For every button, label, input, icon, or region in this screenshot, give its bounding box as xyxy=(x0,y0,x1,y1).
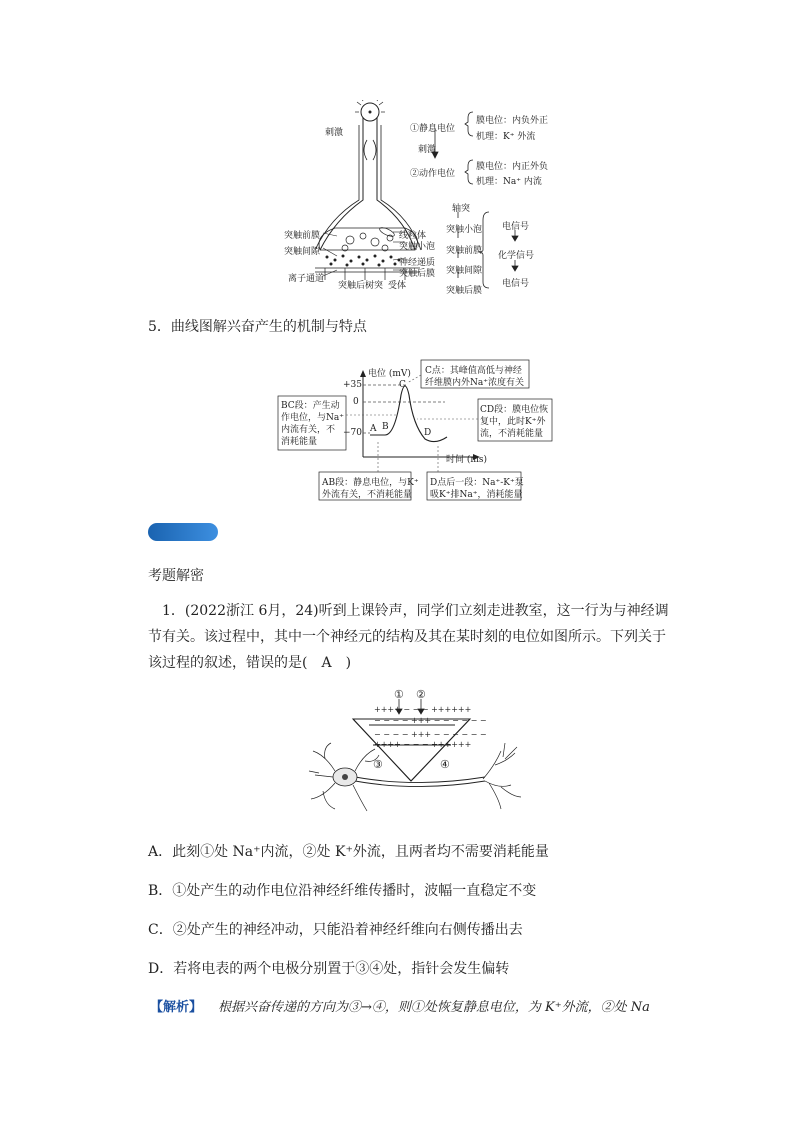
neuron-soma-icon xyxy=(355,100,385,121)
box-ab-line: AB段：静息电位，与K⁺ xyxy=(322,478,419,488)
box-d-line: 吸K⁺排Na⁺，消耗能量 xyxy=(430,490,523,500)
chain-item: 突触后膜 xyxy=(446,286,483,296)
option-b: B．①处产生的动作电位沿神经纤维传播时，波幅一直稳定不变 xyxy=(148,883,537,899)
label-neurotransmitter: 神经递质 xyxy=(399,258,436,268)
current-arrow-icon xyxy=(364,140,376,160)
point-b: B xyxy=(382,422,389,432)
marker-2: ② xyxy=(416,688,426,701)
tick-plus35: +35 xyxy=(343,380,362,390)
tick-zero: 0 xyxy=(353,397,359,407)
box-d-line: D点后一段：Na⁺-K⁺泵 xyxy=(430,478,524,488)
signal-item: 化学信号 xyxy=(498,251,535,261)
box-c-line: C点：其峰值高低与神经 xyxy=(425,366,522,376)
signal-item: 电信号 xyxy=(502,222,530,232)
marker-1: ① xyxy=(394,688,404,701)
question-text: 1．(2022浙江 6月，24)听到上课铃声，同学们立刻走进教室，这一行为与神经调节有关。该过程中，其中一个神经元的结构及其在某时刻的电位如图所示。下列关于该过程的叙述，错误的是( A ) xyxy=(148,603,669,671)
label-presynaptic: 突触前膜 xyxy=(284,231,321,241)
analysis-text: 根据兴奋传递的方向为③→④，则①处恢复静息电位，为 K⁺外流，②处 Na xyxy=(218,1000,650,1015)
box-c-line: 纤维膜内外Na⁺浓度有关 xyxy=(425,378,524,388)
neuron-soma-icon xyxy=(333,768,357,786)
label-resting-potential: 膜电位：内负外正 xyxy=(476,116,549,126)
chain-item: 突触小泡 xyxy=(446,225,483,235)
label-action-mechanism: 机理：Na⁺ 内流 xyxy=(476,177,542,187)
synaptic-vesicle-icon xyxy=(342,233,393,251)
point-a: A xyxy=(370,424,377,434)
box-bc-line: 作电位，与Na⁺ xyxy=(281,413,344,423)
axis-xlabel: 时间 (ms) xyxy=(446,455,488,465)
option-a: A．此刻①处 Na⁺内流，②处 K⁺外流，且两者均不需要消耗能量 xyxy=(148,844,549,860)
signal-item: 电信号 xyxy=(502,279,530,289)
label-mitochondria: 线粒体 xyxy=(399,231,427,241)
label-ion-channel: 离子通道 xyxy=(288,274,325,284)
point-d: D xyxy=(424,428,432,438)
chain-item: 突触间隙 xyxy=(446,266,483,276)
potential-curve xyxy=(370,386,447,442)
box-bc-line: BC段：产生动 xyxy=(281,401,340,411)
box-bc-line: 消耗能量 xyxy=(281,437,318,447)
chain-item: 轴突 xyxy=(452,204,471,214)
label-resting-title: ①静息电位 xyxy=(410,124,456,134)
axis-ylabel: 电位 (mV) xyxy=(368,369,411,379)
label-cleft: 突触间隙 xyxy=(284,247,321,257)
point-c: C xyxy=(399,380,406,390)
box-cd-line: 流，不消耗能量 xyxy=(480,429,544,439)
label-receptor: 受体 xyxy=(388,281,407,291)
section-badge-icon xyxy=(148,523,218,541)
box-cd-line: 复中，此时K⁺外 xyxy=(480,417,546,427)
box-ab-line: 外流有关，不消耗能量 xyxy=(322,490,413,500)
marker-3: ③ xyxy=(373,758,383,771)
label-stimulus: 刺激 xyxy=(325,128,344,138)
option-d: D．若将电表的两个电极分别置于③④处，指针会发生偏转 xyxy=(148,961,510,977)
exam-heading: 考题解密 xyxy=(148,568,204,584)
marker-4: ④ xyxy=(440,758,450,771)
analysis-tag: 【解析】 xyxy=(150,1000,203,1015)
box-cd-line: CD段：膜电位恢 xyxy=(480,405,549,415)
label-resting-mechanism: 机理：K⁺ 外流 xyxy=(476,132,536,142)
charge-row: − − − − +++ − − − − − − xyxy=(374,716,487,725)
label-vesicle: 突触小泡 xyxy=(399,242,436,252)
chain-item: 突触前膜 xyxy=(446,246,483,256)
box-bc-line: 内流有关，不 xyxy=(281,425,336,435)
axon-terminal-icon xyxy=(483,743,521,809)
charge-row: ++++ − − − ++++++ xyxy=(374,740,472,749)
option-c: C．②处产生的神经冲动，只能沿着神经纤维向右侧传播出去 xyxy=(148,922,523,938)
label-postsyn-dendrite: 突触后树突 xyxy=(338,281,384,291)
charge-row: − − − − +++ − − − − − − xyxy=(374,730,487,739)
section-title: 5．曲线图解兴奋产生的机制与特点 xyxy=(148,319,367,335)
label-action-potential: 膜电位：内正外负 xyxy=(476,162,549,172)
tick-minus70: −70 xyxy=(343,428,362,438)
charge-row: ++++ − − − ++++++ xyxy=(374,705,472,714)
neurotransmitter-icon xyxy=(326,255,401,267)
label-stim-arrow: 刺激 xyxy=(418,145,437,155)
label-postsynaptic: 突触后膜 xyxy=(399,269,436,279)
label-action-title: ②动作电位 xyxy=(410,169,456,179)
